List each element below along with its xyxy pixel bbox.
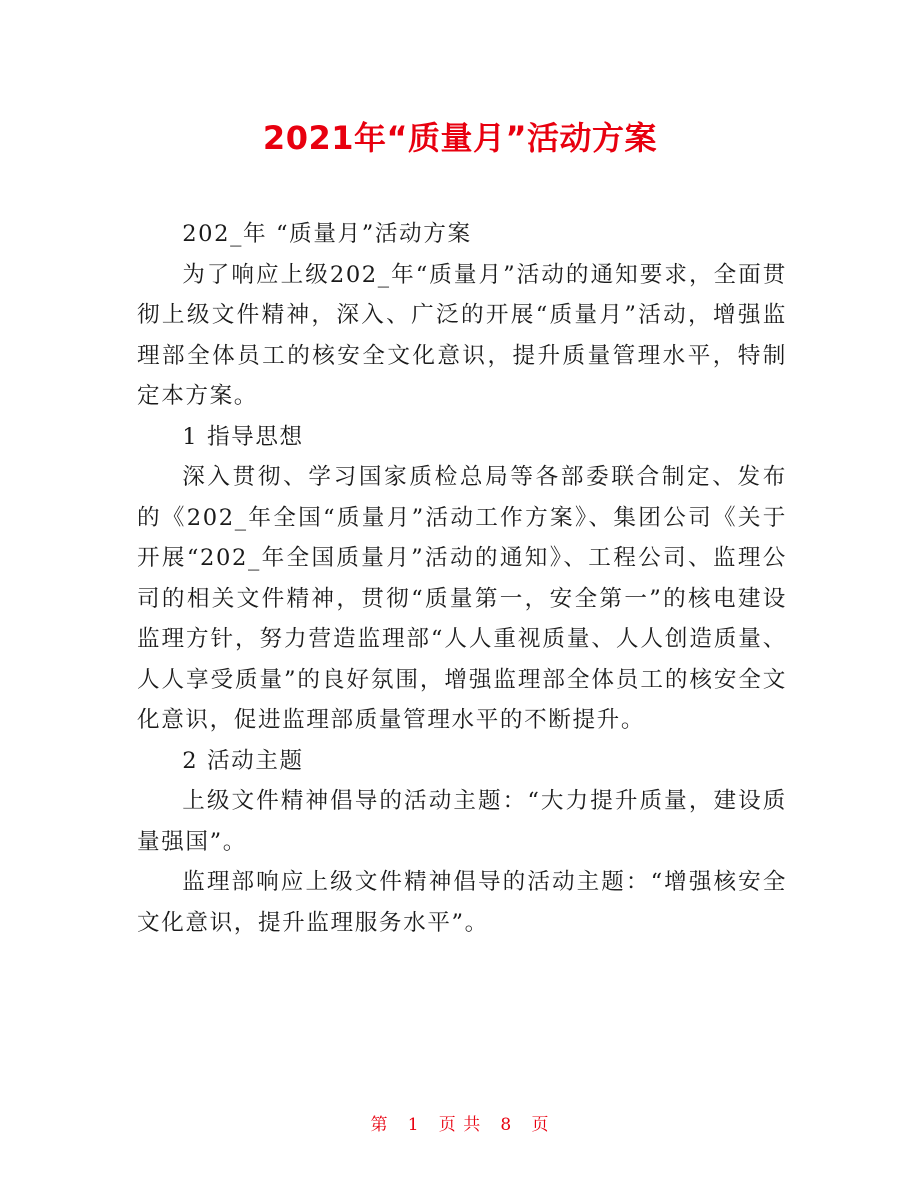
paragraph-heading: 202_年 “质量月”活动方案: [182, 221, 472, 247]
footer-total-pages: 8: [500, 1115, 513, 1135]
document-title: 2021年“质量月”活动方案: [262, 119, 658, 157]
paragraph-intro: 为了响应上级202_年“质量月”活动的通知要求，全面贯彻上级文件精神，深入、广泛的开展“质量月”活动，增强监理部全体员工的核安全文化意识，提升质量管理水平，特制定本方案。: [137, 261, 787, 409]
footer-current-page: 1: [407, 1115, 420, 1135]
paragraph-guiding-thought: 深入贯彻、学习国家质检总局等各部委联合制定、发布的《202_年全国“质量月”活动工作方案》、集团公司《关于开展“202_年全国质量月”活动的通知》、工程公司、监理公司的相关文件精神，贯彻“质量第一，安全第一”的核电建设监理方针，努力营造监理部“人人重视质量、人人创造质量、人人享受质量”的良好氛围，增强监理部全体员工的核安全文化意识，促进监理部质量管理水平的不断提升。: [137, 464, 787, 733]
paragraph-theme-upper: 上级文件精神倡导的活动主题：“大力提升质量，建设质量强国”。: [137, 788, 787, 855]
footer-label-mid: 页 共: [438, 1115, 482, 1135]
footer-label-pre: 第: [370, 1115, 389, 1135]
section-heading-activity-theme: 2 活动主题: [182, 747, 304, 774]
paragraph-theme-department: 监理部响应上级文件精神倡导的活动主题：“增强核安全文化意识，提升监理服务水平”。: [137, 869, 787, 936]
section-heading-guiding-thought: 1 指导思想: [182, 423, 304, 450]
page-footer: [0, 1113, 920, 1137]
footer-label-post: 页: [531, 1115, 550, 1135]
document-body: [137, 214, 787, 943]
